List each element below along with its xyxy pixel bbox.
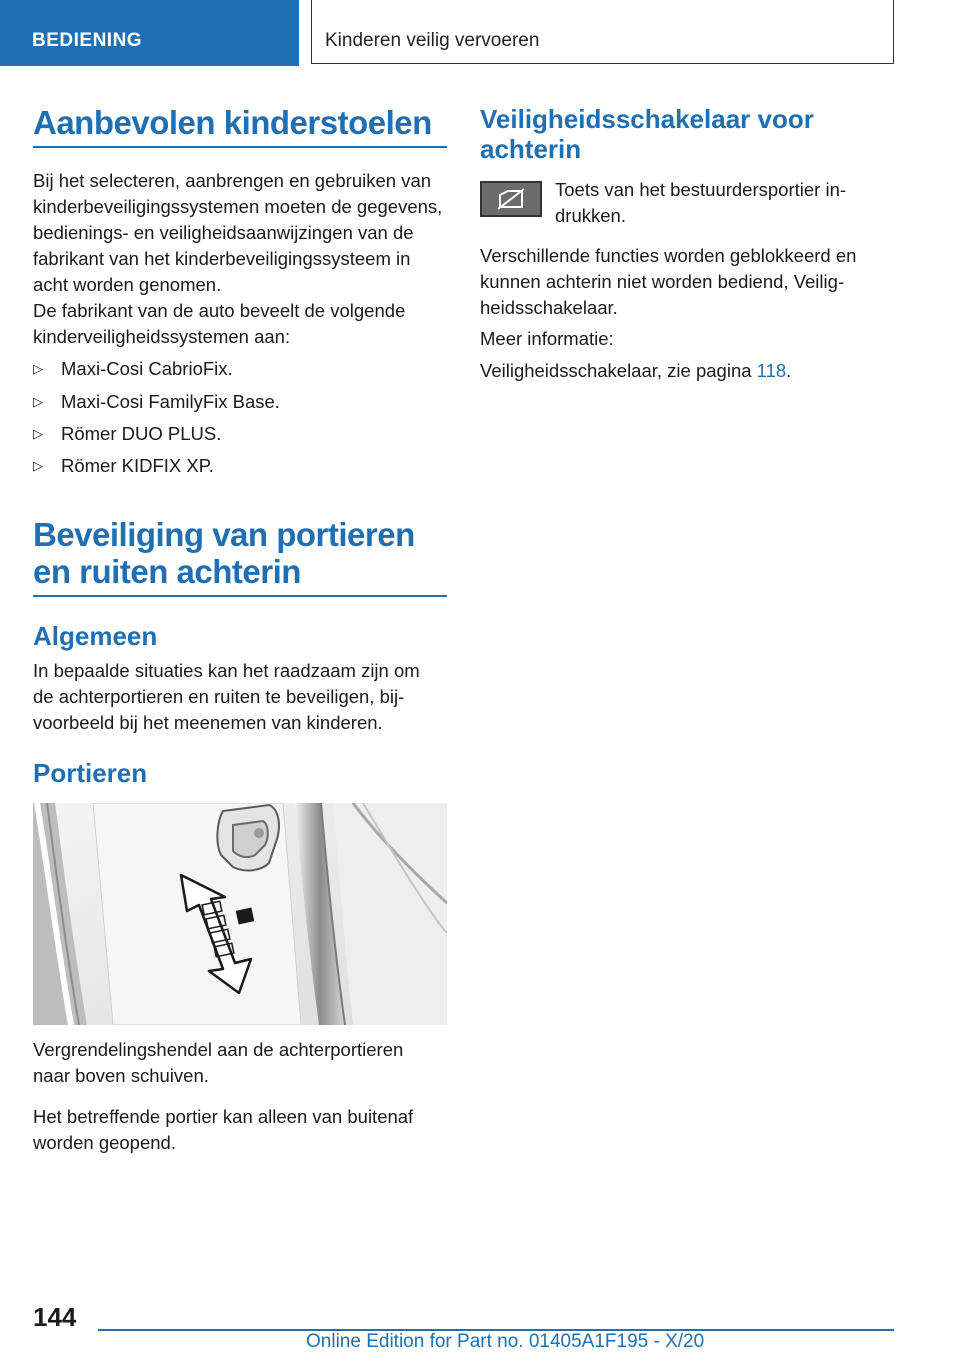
heading-door-security-line1: Beveiliging van portieren bbox=[33, 516, 415, 553]
section-tab bbox=[0, 0, 299, 66]
window-lock-button-icon bbox=[480, 181, 542, 217]
paragraph-manufacturer: De fabrikant van de auto beveelt de volgende kinderveiligheidssystemen aan: bbox=[33, 300, 406, 347]
footer-edition: Online Edition for Part no. 01405A1F195 - X/20 bbox=[306, 1331, 705, 1352]
triangle-bullet-icon: ▷ bbox=[33, 361, 43, 376]
list-item: ▷ Römer KIDFIX XP. bbox=[33, 453, 214, 479]
list-item: ▷ Römer DUO PLUS. bbox=[33, 421, 221, 447]
list-item: ▷ Maxi-Cosi CabrioFix. bbox=[33, 356, 233, 382]
page-link[interactable]: 118 bbox=[756, 360, 787, 381]
heading-rule bbox=[33, 595, 447, 597]
triangle-bullet-icon: ▷ bbox=[33, 426, 43, 441]
paragraph-functions-blocked: Verschillende functies worden geblokkeerd en kunnen achterin niet worden bediend, Veiligheidsschakelaar. bbox=[480, 245, 857, 318]
paragraph-reference: Veiligheidsschakelaar, zie pagina 118. bbox=[480, 360, 792, 381]
paragraph-lever-instruction: Vergrendelingshendel aan de achterportieren naar boven schuiven. bbox=[33, 1039, 404, 1086]
heading-safety-switch-line1: Veiligheidsschakelaar voor bbox=[480, 104, 814, 134]
paragraph-general: In bepaalde situaties kan het raadzaam zijn om de achterportieren en ruiten te beveiligen, bijvoorbeeld bij het meenemen van kinderen. bbox=[33, 660, 420, 733]
paragraph-more-info: Meer informatie: bbox=[480, 328, 614, 349]
heading-general: Algemeen bbox=[33, 621, 158, 651]
triangle-bullet-icon: ▷ bbox=[33, 394, 43, 409]
paragraph-press-button: Toets van het bestuurdersportier indrukken. bbox=[555, 179, 847, 226]
chapter-title: Kinderen veilig vervoeren bbox=[325, 30, 540, 51]
list-item: ▷ Maxi-Cosi FamilyFix Base. bbox=[33, 389, 280, 415]
heading-door-security-line2: en ruiten achterin bbox=[33, 553, 301, 590]
door-lock-photo bbox=[33, 803, 447, 1025]
paragraph-door-opening: Het betreffende portier kan alleen van buitenaf worden geopend. bbox=[33, 1106, 414, 1153]
chapter-tab bbox=[311, 0, 894, 64]
heading-recommended-seats: Aanbevolen kinderstoelen bbox=[33, 104, 432, 141]
paragraph-seat-selection: Bij het selecteren, aanbrengen en gebruiken van kinderbeveiligingssystemen moeten de gegevens, bedienings- en veiligheidsaanwijzingen van de fabrikant van het kinderbeveiligingssysteem in acht worden genomen. bbox=[33, 170, 443, 295]
heading-doors: Portieren bbox=[33, 758, 148, 788]
section-title: BEDIENING bbox=[32, 30, 143, 51]
triangle-bullet-icon: ▷ bbox=[33, 458, 43, 473]
page-header bbox=[0, 0, 960, 66]
page-number: 144 bbox=[33, 1302, 77, 1332]
heading-rule bbox=[33, 146, 447, 148]
heading-safety-switch-line2: achterin bbox=[480, 134, 582, 164]
